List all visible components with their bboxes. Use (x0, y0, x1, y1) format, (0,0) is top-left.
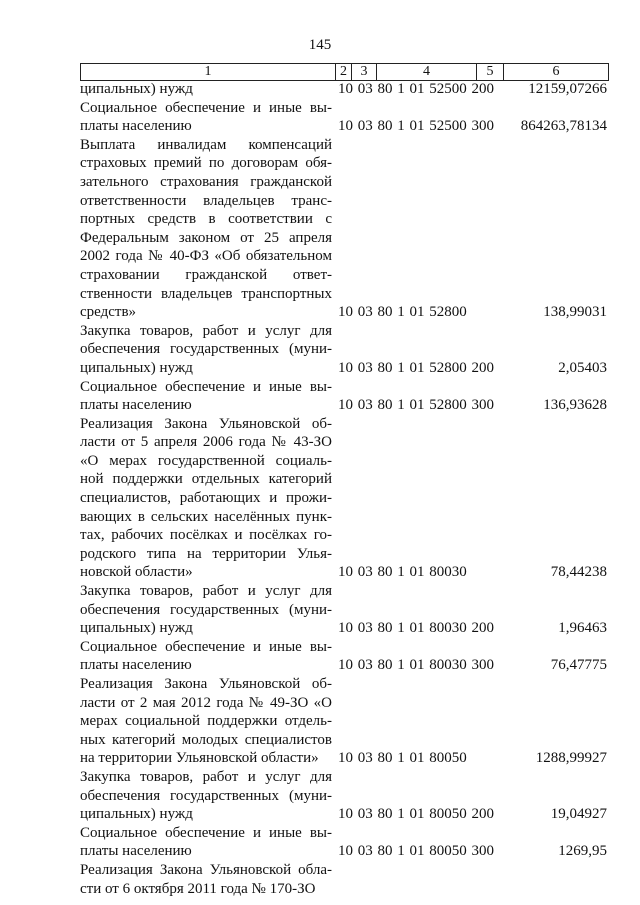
table-row (80, 322, 607, 378)
description-line: вающих в сельских населённых пунк- (80, 508, 332, 525)
header-col-2: 2 (336, 64, 352, 80)
table-row (80, 136, 607, 322)
description-line: сти от 6 октября 2011 года № 170-ЗО (80, 880, 316, 897)
description-line: Социальное обеспечение и иные вы- (80, 638, 332, 655)
table-row (80, 378, 607, 415)
description-line: Закупка товаров, работ и услуг для (80, 768, 332, 785)
header-col-6: 6 (552, 64, 560, 79)
description-line: Закупка товаров, работ и услуг для (80, 322, 332, 339)
table-row (80, 824, 607, 861)
table-row (80, 80, 607, 99)
description-line: ответственности владельцев транс- (80, 192, 332, 209)
row-description (80, 824, 332, 861)
table-row (80, 99, 607, 136)
table-header (80, 63, 609, 81)
budget-code: 10 03 80 1 01 80030 200 (338, 620, 494, 637)
description-line: тах, рабочих посёлках и посёлках го- (80, 527, 332, 544)
description-line: платы населению (80, 843, 192, 860)
description-line: Выплата инвалидам компенсаций (80, 136, 332, 153)
table-row (80, 582, 607, 638)
description-line: ной поддержки отдельных категорий (80, 471, 332, 488)
description-line: платы населению (80, 397, 192, 414)
table-row (80, 638, 607, 675)
budget-code: 10 03 80 1 01 80030 (338, 564, 467, 581)
description-line: Закупка товаров, работ и услуг для (80, 583, 332, 600)
description-line: страховых премий по договорам обя- (80, 155, 332, 172)
header-col-4: 4 (377, 64, 477, 80)
amount: 864263,78134 (520, 118, 607, 135)
header-col-5: 5 (477, 64, 504, 80)
description-line: новской области» (80, 564, 193, 581)
description-line: зательного страхования гражданской (80, 173, 332, 190)
amount: 1269,95 (558, 843, 607, 860)
table-body (80, 80, 607, 898)
description-line: ципальных) нужд (80, 359, 193, 376)
table-row (80, 675, 607, 768)
table-row (80, 768, 607, 824)
description-line: ципальных) нужд (80, 806, 193, 823)
table-row (80, 415, 607, 582)
row-description (80, 322, 332, 378)
amount: 1,96463 (558, 620, 607, 637)
amount: 1288,99927 (535, 750, 607, 767)
description-line: ных категорий молодых специалистов (80, 731, 332, 748)
budget-code: 10 03 80 1 01 80050 200 (338, 806, 494, 823)
description-line: портных средств в соответствии с (80, 211, 332, 228)
description-line: обеспечения государственных (муни- (80, 601, 332, 618)
description-line: страховании гражданской ответ- (80, 266, 332, 283)
description-line: платы населению (80, 657, 192, 674)
description-line: ственности владельцев транспортных (80, 285, 332, 302)
header-col-1: 1 (81, 64, 336, 80)
amount: 78,44238 (550, 564, 607, 581)
row-description (80, 768, 332, 824)
description-line: платы населению (80, 118, 192, 135)
row-description (80, 638, 332, 675)
description-line: ласти от 2 мая 2012 года № 49-ЗО «О (80, 694, 332, 711)
row-description (80, 415, 332, 582)
description-line: ципальных) нужд (80, 81, 193, 97)
budget-code: 10 03 80 1 01 52800 300 (338, 397, 494, 414)
amount: 19,04927 (550, 806, 607, 823)
description-line: родского типа на территории Улья- (80, 545, 332, 562)
amount: 76,47775 (550, 657, 607, 674)
row-description (80, 861, 332, 898)
description-line: Социальное обеспечение и иные вы- (80, 824, 332, 841)
amount: 12159,07266 (528, 81, 607, 97)
budget-code: 10 03 80 1 01 52800 200 (338, 359, 494, 376)
description-line: Социальное обеспечение и иные вы- (80, 99, 332, 116)
description-line: Федеральным законом от 25 апреля (80, 229, 332, 246)
description-line: ципальных) нужд (80, 620, 193, 637)
row-description (80, 136, 332, 322)
description-line: обеспечения государственных (муни- (80, 787, 332, 804)
description-line: Реализация Закона Ульяновской об- (80, 415, 332, 432)
amount: 2,05403 (558, 359, 607, 376)
budget-code: 10 03 80 1 01 52800 (338, 304, 467, 321)
description-line: ласти от 5 апреля 2006 года № 43-ЗО (80, 434, 332, 451)
header-col-3: 3 (352, 64, 377, 80)
row-description (80, 582, 332, 638)
description-line: специалистов, работающих и прожи- (80, 490, 332, 507)
description-line: 2002 года № 40-ФЗ «Об обязательном (80, 248, 332, 265)
description-line: «О мерах государственной социаль- (80, 452, 332, 469)
budget-code: 10 03 80 1 01 80050 300 (338, 843, 494, 860)
budget-code: 10 03 80 1 01 52500 300 (338, 118, 494, 135)
row-description (80, 675, 332, 768)
budget-code: 10 03 80 1 01 52500 200 (338, 81, 494, 97)
amount: 136,93628 (543, 397, 607, 414)
description-line: Реализация Закона Ульяновской обла- (80, 861, 332, 878)
description-line: на территории Ульяновской области» (80, 750, 319, 767)
budget-code: 10 03 80 1 01 80050 (338, 750, 467, 767)
page-number: 145 (308, 37, 332, 53)
table-row (80, 861, 607, 898)
row-description (80, 99, 332, 136)
description-line: Реализация Закона Ульяновской об- (80, 676, 332, 692)
amount: 138,99031 (543, 304, 607, 321)
budget-code: 10 03 80 1 01 80030 300 (338, 657, 494, 674)
row-description (80, 80, 332, 99)
description-line: средств» (80, 304, 137, 321)
description-line: мерах социальной поддержки отдель- (80, 713, 332, 730)
description-line: обеспечения государственных (муни- (80, 341, 332, 358)
row-description (80, 378, 332, 415)
description-line: Социальное обеспечение и иные вы- (80, 378, 332, 395)
